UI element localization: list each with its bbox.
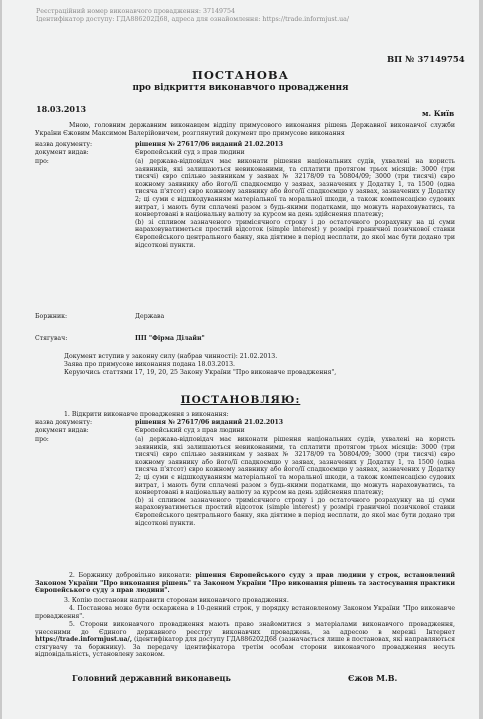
point-5 — [35, 621, 455, 659]
point-5-text-c: (ідентифікатор для доступу ГДА886202Д68 (зазначається лише в постановах, які направляються стягувачу та боржнику). За передачу ідентифікатора третім особам сторони виконавчого провадження несуть відповідальність, установлену законом. — [35, 636, 455, 659]
vp-number: ВП № 37149754 — [387, 55, 465, 65]
doc2-about-label: про: — [35, 436, 49, 443]
point-3: 3. Копію постанови направити сторонам виконавчого провадження. — [64, 597, 289, 604]
point-2-bold: рішення Європейського суду з прав людини у строк, встановлений Законом України "Про виконання рішень" та Законом України "Про виконання рішень та застосування практики Європейського суду з прав людини". — [35, 572, 456, 595]
signature-name: Єжов М.В. — [348, 673, 398, 683]
point-2 — [35, 572, 455, 595]
doc-about-label: про: — [35, 158, 49, 165]
doc-about-text — [135, 158, 455, 249]
doc2-issuer-label: документ видав: — [35, 427, 89, 434]
point-5-text-a: 5. Сторони виконавчого провадження мають право знайомитися з матеріалами виконавчого провадження, унесеними до Єдиного державного реєстру виконавчих проваджень, за адресою в мережі Інтернет — [35, 621, 455, 636]
document-title: ПОСТАНОВА — [192, 68, 289, 82]
doc-about-clause-b: (b) зі спливом зазначеного тримісячного строку і до остаточного розрахунку на ці суми нараховуватиметься простий відсоток (simple interest) у розмірі граничної позичкової ставки Європейського центрального банку, яка діятиме в період несплати, до якої має бути додано три відсоткові пункти. — [135, 218, 455, 249]
doc2-about-clause-a: (а) держава-відповідач має виконати рішення національних судів, ухвалені на користь заявників, які залишаються невиконаними, та сплатити протягом трьох місяців: 3000 (три тисячі) євро спільно заявникам у заявах № 32178/09 та 50804/09; 3000 (три тисячі) євро кожному заявнику або його/її спадкоємцю у заявах, зазначених у Додатку 1, та 1500 (одна тисяча п'ятсот) євро кожному заявнику або його/її спадкоємцю у заявах, зазначених у Додатку 2; ці суми є відшкодуванням матеріальної та моральної шкоди, а також компенсацією судових витрат, і мають бути сплачені разом з будь-якими податками, що можуть нараховуватись, та конвертовані в національну валюту за курсом на день здійснення платежу; — [135, 436, 455, 497]
intro-paragraph: Мною, головним державним виконавцем відділу примусового виконання рішень Державної виконавчої служби України Єжовим Максимом Валерійовичем, розглянутий документ про примусове виконання — [35, 122, 455, 137]
doc2-name-label: назва документу: — [35, 419, 93, 426]
doc-issuer-value: Європейський суд з прав людини — [135, 149, 245, 156]
doc-issuer-row — [35, 149, 455, 157]
document-city: м. Київ — [422, 109, 455, 118]
document-date: 18.03.2013 — [36, 104, 87, 114]
resolve-title: ПОСТАНОВЛЯЮ: — [180, 394, 301, 406]
doc-issuer-label: документ видав: — [35, 149, 89, 156]
doc2-name-row — [35, 419, 455, 427]
doc2-about-clause-b: (b) зі спливом зазначеного тримісячного строку і до остаточного розрахунку на ці суми нараховуватиметься простий відсоток (simple interest) у розмірі граничної позичкової ставки Європейського центрального банку, яка діятиме в період несплати, до якої має бути додано три відсоткові пункти. — [135, 496, 455, 527]
legal-force-line: Документ вступив у законну силу (набрав чинності): 21.02.2013. — [64, 353, 278, 360]
application-line: Заява про примусове виконання подана 18.03.2013. — [64, 361, 235, 368]
doc-name-label: назва документу: — [35, 141, 93, 148]
doc2-issuer-value: Європейський суд з прав людини — [135, 427, 245, 434]
doc-about-row — [35, 158, 455, 318]
doc-name-value: рішення № 27617/06 виданий 21.02.2013 — [135, 141, 284, 148]
creditor-row — [35, 335, 455, 343]
governing-articles-line: Керуючись статтями 17, 19, 20, 25 Закону України "Про виконавче провадження", — [64, 369, 337, 376]
debtor-label: Боржник: — [35, 313, 68, 320]
document-page — [2, 0, 479, 719]
creditor-value: ПП "Фірма Ділайн" — [135, 335, 205, 342]
creditor-label: Стягувач: — [35, 335, 68, 342]
point-2-prefix: 2. Боржнику добровільно виконати: — [69, 572, 196, 579]
doc2-about-text — [135, 436, 455, 527]
doc-about-clause-a: (а) держава-відповідач має виконати рішення національних судів, ухвалені на користь заявників, які залишаються невиконаними, та сплатити протягом трьох місяців: 3000 (три тисячі) євро спільно заявникам у заявах № 32178/09 та 50804/09; 3000 (три тисячі) євро кожному заявнику або його/її спадкоємцю у заявах, зазначених у Додатку 1, та 1500 (одна тисяча п'ятсот) євро кожному заявнику або його/її спадкоємцю у заявах, зазначених у Додатку 2; ці суми є відшкодуванням матеріальної та моральної шкоди, а також компенсацією судових витрат, і мають бути сплачені разом з будь-якими податками, що можуть нараховуватись, та конвертовані в національну валюту за курсом на день здійснення платежу; — [135, 158, 455, 219]
registry-number-line: Реєстраційний номер виконавчого провадження: 37149754 — [36, 8, 236, 15]
access-id-line: Ідентифікатор доступу: ГДА886202Д68, адреса для ознайомлення: https://trade.informjust.ua/ — [36, 16, 350, 23]
debtor-value: Держава — [135, 313, 165, 320]
debtor-row — [35, 313, 455, 321]
doc-name-row — [35, 141, 455, 149]
point-5-url: https://trade.informjust.ua/, — [35, 636, 132, 644]
doc2-name-value: рішення № 27617/06 виданий 21.02.2013 — [135, 419, 284, 426]
signature-title: Головний державний виконавець — [72, 673, 231, 683]
point-4: 4. Постанова може бути оскаржена в 10-денний строк, у порядку встановленому Законом України "Про виконавче провадження". — [35, 605, 455, 620]
point-1: 1. Відкрити виконавче провадження з виконання: — [64, 411, 229, 418]
doc2-issuer-row — [35, 427, 455, 435]
document-subtitle: про відкриття виконавчого провадження — [132, 83, 349, 93]
doc2-about-row — [35, 436, 455, 566]
